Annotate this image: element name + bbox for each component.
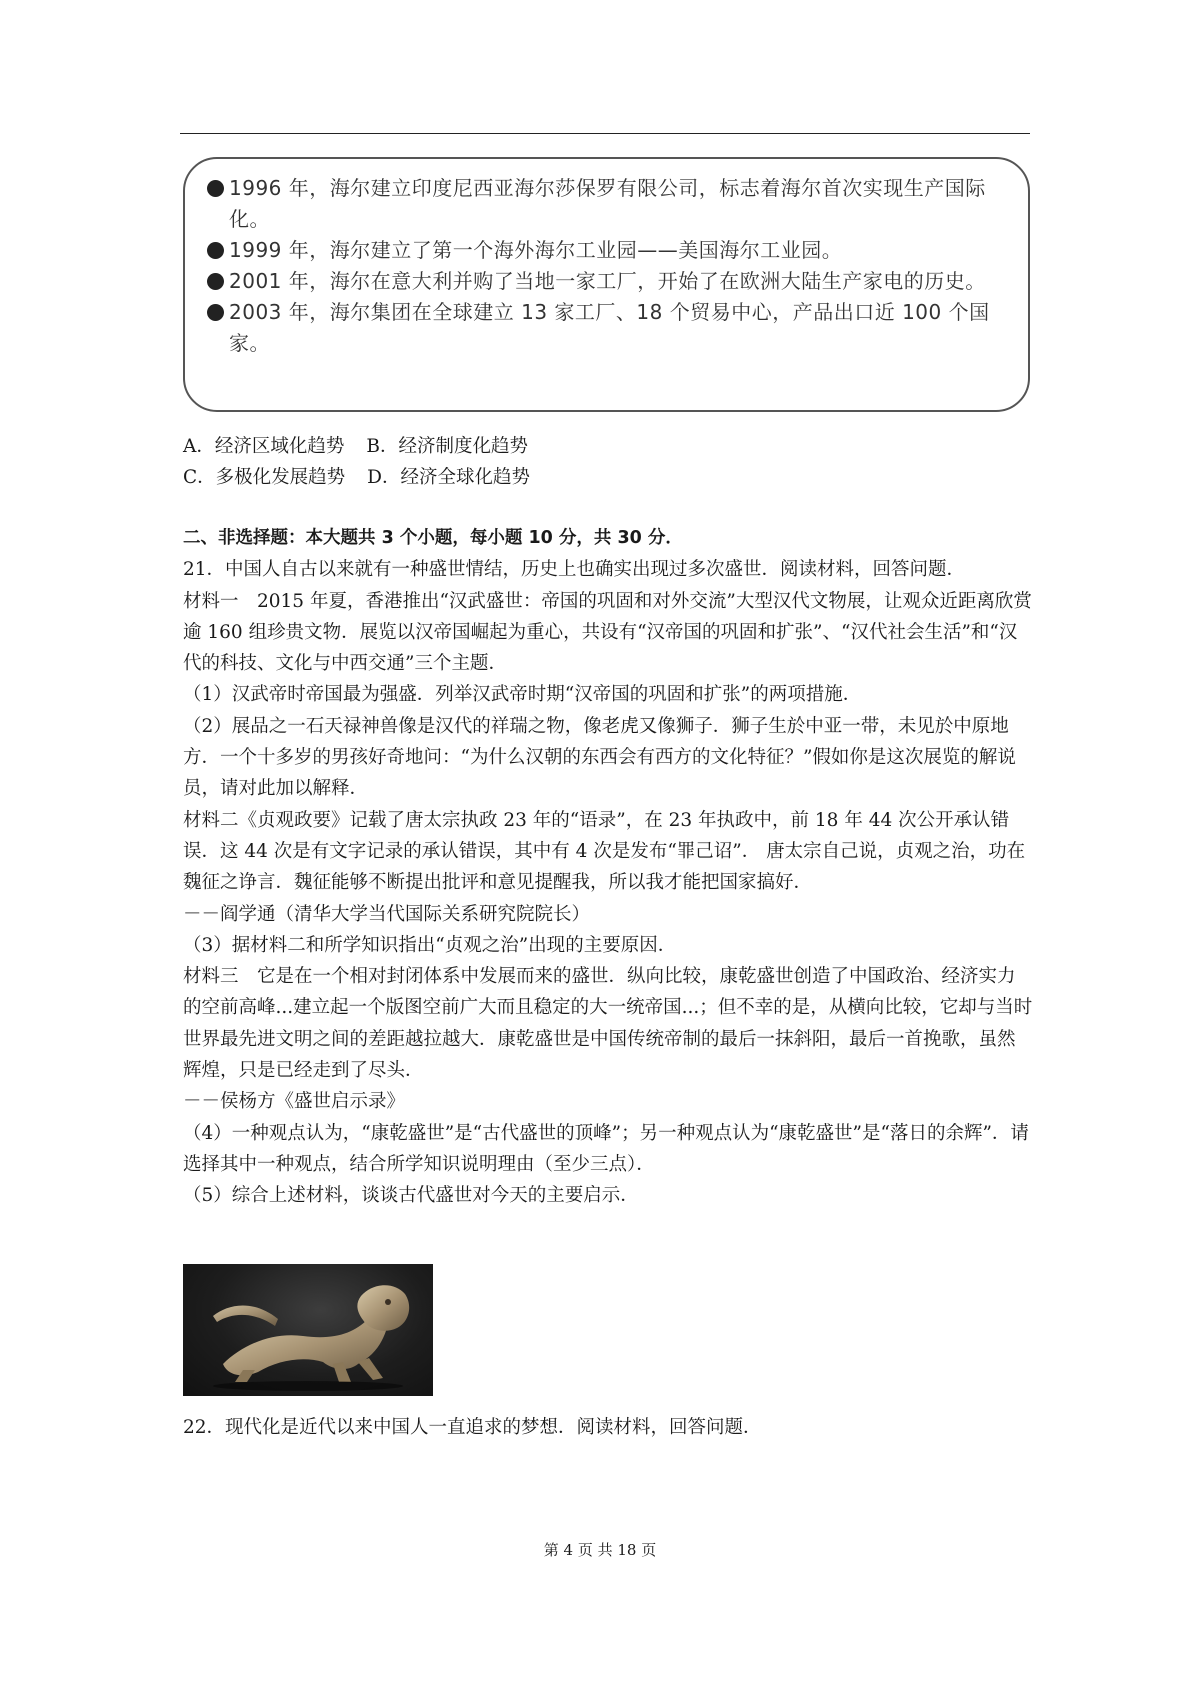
q21-intro: 21．中国人自古以来就有一种盛世情结，历史上也确实出现过多次盛世．阅读材料，回答问题． <box>183 559 966 581</box>
box-item-text: 2001 年，海尔在意大利并购了当地一家工厂，开始了在欧洲大陆生产家电的历史。 <box>229 269 986 293</box>
box-item-2003 <box>207 297 1016 359</box>
q21-material2: 材料二《贞观政要》记载了唐太宗执政 23 年的“语录”，在 23 年执政中，前 18 年 44 次公开承认错误．这 44 次是有文字记录的承认错误，其中有 4 次是发布“罪己诏”． 唐太宗自己说，贞观之治，功在魏征之诤言．魏征能够不断提出批评和意见提醒我，所以我才能把国家搞好． <box>183 809 1026 894</box>
answer-options <box>183 431 530 493</box>
question-content <box>183 523 1033 1212</box>
q21-sub1: （1）汉武帝时帝国最为强盛．列举汉武帝时期“汉帝国的巩固和扩张”的两项措施． <box>183 684 862 706</box>
q21-source3: －－侯杨方《盛世启示录》 <box>183 1091 406 1113</box>
q21-sub2: （2）展品之一石天禄神兽像是汉代的祥瑞之物，像老虎又像狮子．狮子生於中亚一带，未见於中原地方．一个十多岁的男孩好奇地问：“为什么汉朝的东西会有西方的文化特征？”假如你是这次展览的解说员，请对此加以解释． <box>183 715 1016 800</box>
q21-sub5: （5）综合上述材料，谈谈古代盛世对今天的主要启示． <box>183 1185 639 1207</box>
option-c: C．多极化发展趋势 <box>183 467 346 488</box>
page-footer: 第 4 页 共 18 页 <box>543 1541 657 1559</box>
box-item-1996 <box>207 173 1016 235</box>
stone-tianlu-beast-image <box>183 1264 433 1396</box>
option-d: D．经济全球化趋势 <box>367 467 530 488</box>
box-item-text: 2003 年，海尔集团在全球建立 13 家工厂、18 个贸易中心，产品出口近 100 个国家。 <box>229 300 990 355</box>
bullet-icon <box>207 180 224 197</box>
box-item-text: 1996 年，海尔建立印度尼西亚海尔莎保罗有限公司，标志着海尔首次实现生产国际化。 <box>229 176 986 231</box>
section2-heading: 二、非选择题：本大题共 3 个小题，每小题 10 分，共 30 分． <box>183 528 683 548</box>
q21-sub4: （4）一种观点认为，“康乾盛世”是“古代盛世的顶峰”；另一种观点认为“康乾盛世”是“落日的余辉”．请选择其中一种观点，结合所学知识说明理由（至少三点）． <box>183 1122 1029 1175</box>
q22-intro: 22．现代化是近代以来中国人一直追求的梦想．阅读材料，回答问题． <box>183 1417 762 1438</box>
bullet-icon <box>207 273 224 290</box>
option-a: A．经济区域化趋势 <box>183 436 345 457</box>
bullet-icon <box>207 242 224 259</box>
header-rule <box>180 133 1030 134</box>
haier-material-box <box>183 157 1030 412</box>
tianlu-beast-figure <box>183 1264 433 1396</box>
box-item-1999 <box>207 235 1016 266</box>
options-row-1 <box>183 431 530 462</box>
bullet-icon <box>207 304 224 321</box>
q21-material1: 材料一 2015 年夏，香港推出“汉武盛世：帝国的巩固和对外交流”大型汉代文物展，让观众近距离欣赏逾 160 组珍贵文物．展览以汉帝国崛起为重心，共设有“汉帝国的巩固和扩张”、“汉代社会生活”和“汉代的科技、文化与中西交通”三个主题． <box>183 590 1032 675</box>
option-b: B．经济制度化趋势 <box>366 436 528 457</box>
box-item-2001 <box>207 266 1016 297</box>
q21-source2: －－阎学通（清华大学当代国际关系研究院院长） <box>183 903 591 925</box>
q21-sub3: （3）据材料二和所学知识指出“贞观之治”出现的主要原因． <box>183 934 677 956</box>
options-row-2 <box>183 462 530 493</box>
box-item-text: 1999 年，海尔建立了第一个海外海尔工业园——美国海尔工业园。 <box>229 238 843 262</box>
q21-material3: 材料三 它是在一个相对封闭体系中发展而来的盛世．纵向比较，康乾盛世创造了中国政治、经济实力的空前高峰...建立起一个版图空前广大而且稳定的大一统帝国...；但不幸的是，从横向比较，它却与当时世界最先进文明之间的差距越拉越大．康乾盛世是中国传统帝制的最后一抹斜阳，最后一首挽歌，虽然辉煌，只是已经走到了尽头． <box>183 966 1033 1082</box>
